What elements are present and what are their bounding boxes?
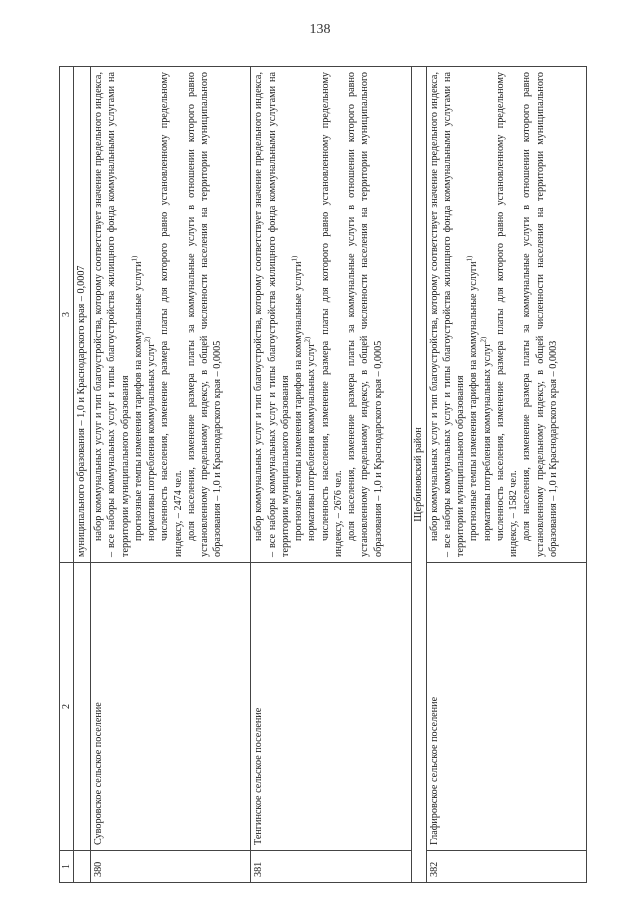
detail-services: набор коммунальных услуг и тип благоустройства, которому соответствует значение предельного индекса, – все наборы коммунальных услуг и типы благоустройства жилищного фонда коммунальными услугами на территории муниципального образования: [428, 72, 467, 557]
detail-norms-text: нормативы потребления коммунальных услуг: [306, 342, 318, 541]
region-heading: Щербиновский район: [411, 67, 426, 883]
continuation-empty-1: [74, 851, 91, 883]
detail-norms: [145, 72, 158, 557]
settlement-name: Суворовское сельское поселение: [91, 563, 251, 851]
header-col-3: 3: [60, 67, 74, 563]
continuation-empty-2: [74, 563, 91, 851]
table-header-row: [60, 67, 74, 883]
detail-services: набор коммунальных услуг и тип благоустройства, которому соответствует значение предельного индекса, – все наборы коммунальных услуг и типы благоустройства жилищного фонда коммунальными услугами на территории муниципального образования: [253, 72, 291, 557]
detail-share: доля населения, изменение размера платы за коммунальные услуги в отношении которого равно установленному предельному индексу, в общей численности населения на территории муниципального образования – 1,0 и Краснодарского края – 0,0005: [185, 72, 224, 557]
footnote-1: 1): [290, 255, 299, 262]
detail-population: численность населения, изменение размера платы для которого равно установленному предельному индексу, – 2474 чел.: [159, 72, 184, 557]
footnote-2: 2): [143, 336, 152, 343]
settlement-name: Глафировское сельское поселение: [426, 563, 586, 851]
detail-share: доля населения, изменение размера платы за коммунальные услуги в отношении которого равно установленному предельному индексу, в общей численности населения на территории муниципального образования – 1,0 и Краснодарского края – 0,0005: [346, 72, 384, 557]
detail-population: численность населения, изменение размера платы для которого равно установленному предельному индексу, – 1582 чел.: [494, 72, 520, 557]
detail-norms: [305, 72, 318, 557]
continuation-text: муниципального образования – 1,0 и Краснодарского края – 0,0007: [74, 67, 91, 563]
header-col-2: 2: [60, 563, 74, 851]
header-col-1: 1: [60, 851, 74, 883]
detail-population: численность населения, изменение размера платы для которого равно установленному предельному индексу, – 2676 чел.: [319, 72, 344, 557]
row-number: 382: [426, 851, 586, 883]
detail-share: доля населения, изменение размера платы за коммунальные услуги в отношении которого равно установленному предельному индексу, в общей численности населения на территории муниципального образования – 1,0 и Краснодарского края – 0,0003: [521, 72, 559, 557]
page-number: 138: [309, 22, 331, 37]
detail-norms-text: нормативы потребления коммунальных услуг: [146, 342, 157, 541]
row-details: [91, 67, 251, 563]
detail-norms-text: нормативы потребления коммунальных услуг: [481, 342, 493, 541]
table-row: [251, 67, 411, 883]
region-row: [411, 67, 426, 883]
detail-tariffs-text: прогнозные темпы изменения тарифов на коммунальные услуги: [293, 261, 305, 541]
row-details: [251, 67, 411, 563]
row-details: [426, 67, 586, 563]
detail-tariffs: [467, 72, 480, 557]
settlement-name: Тенгинское сельское поселение: [251, 563, 411, 851]
footnote-1: 1): [466, 255, 475, 262]
table-row: [91, 67, 251, 883]
detail-tariffs-text: прогнозные темпы изменения тарифов на коммунальные услуги: [468, 261, 480, 541]
table-row: [426, 67, 586, 883]
detail-tariffs: [132, 72, 145, 557]
detail-services: набор коммунальных услуг и тип благоустройства, которому соответствует значение предельного индекса, – все наборы коммунальных услуг и типы благоустройства жилищного фонда коммунальными услугами на территории муниципального образования: [93, 72, 131, 557]
detail-norms: [481, 72, 494, 557]
rotated-table-block: [59, 67, 587, 883]
row-number: 381: [251, 851, 411, 883]
detail-tariffs-text: прогнозные темпы изменения тарифов на коммунальные услуги: [132, 261, 144, 541]
footnote-1: 1): [130, 255, 139, 262]
detail-tariffs: [292, 72, 305, 557]
continuation-row: [74, 67, 91, 883]
tariff-table: [59, 66, 587, 883]
footnote-2: 2): [479, 336, 488, 343]
row-number: 380: [91, 851, 251, 883]
footnote-2: 2): [303, 336, 312, 343]
